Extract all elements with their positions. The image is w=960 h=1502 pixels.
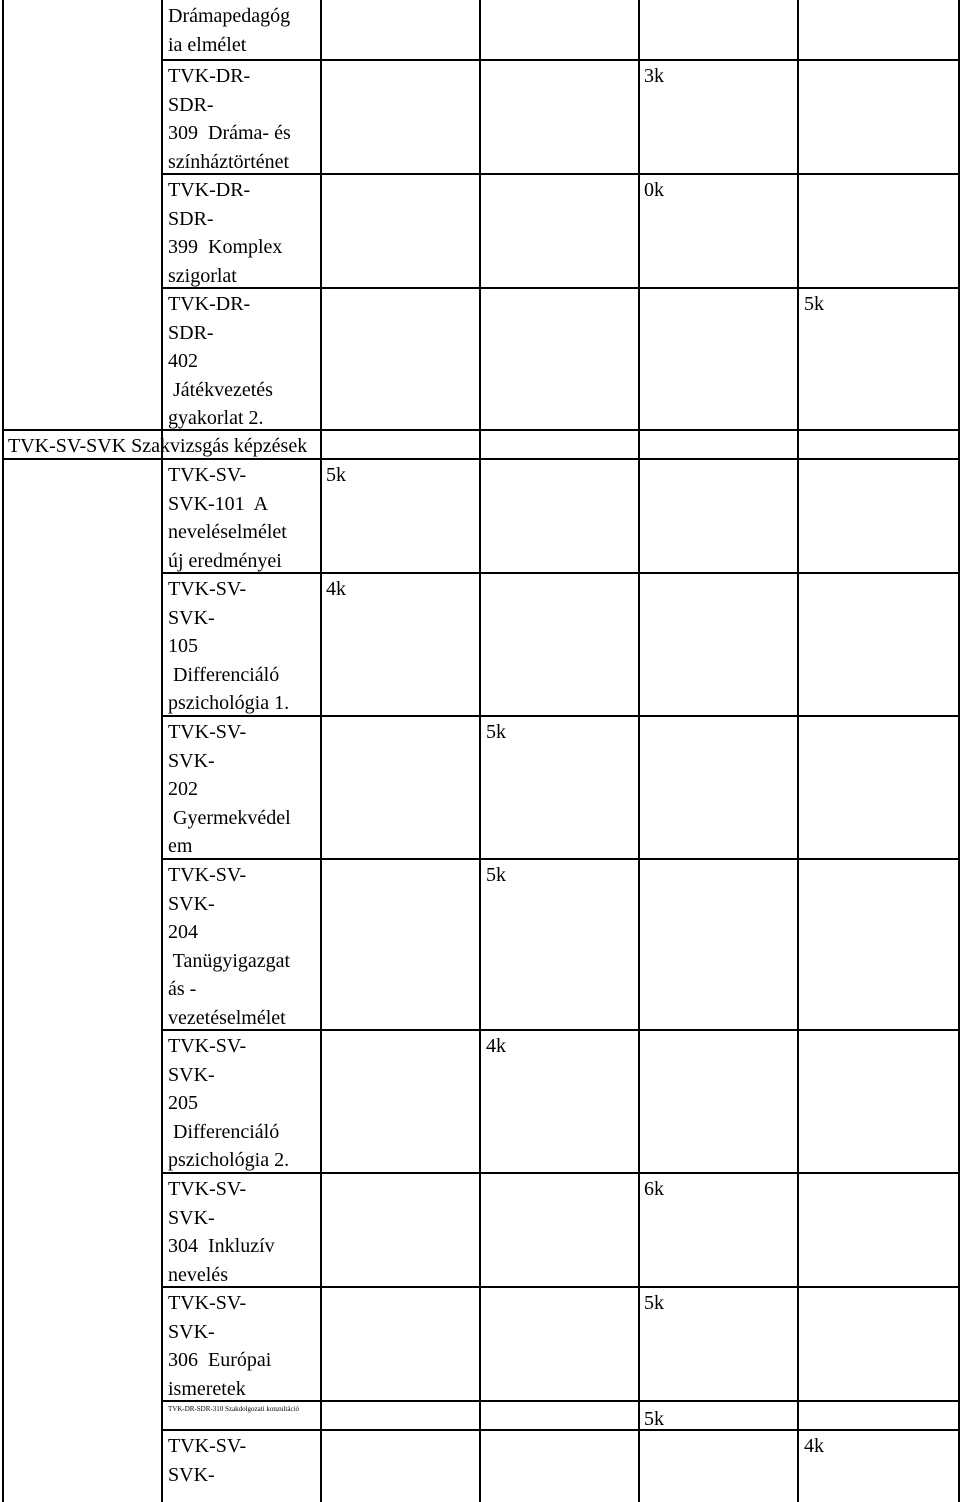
course-text-line: SVK-	[168, 1206, 215, 1229]
course-text-line: 304 Inkluzív	[168, 1235, 275, 1257]
course-text-line: TVK-SV-	[168, 464, 247, 486]
course-text-line: 309 Dráma- és	[168, 122, 291, 144]
course-text-line: SVK-	[168, 892, 215, 915]
credit-value: 5k	[486, 721, 506, 743]
credit-value: 5k	[486, 864, 506, 886]
course-text-line: SVK-	[168, 1063, 215, 1086]
course-text-line: ismeretek	[168, 1377, 246, 1400]
course-text-line: TVK-SV-	[168, 578, 247, 600]
row-rule	[161, 59, 960, 61]
course-text-line: új eredményei	[168, 549, 282, 572]
course-text-small: TVK-DR-SDR-310 Szakdolgozati konzultáció	[168, 1405, 300, 1413]
course-text-line: Drámapedagóg	[168, 5, 291, 27]
course-text-line: 399 Komplex	[168, 236, 283, 258]
credit-value: 3k	[644, 65, 664, 87]
course-text-line: SVK-	[168, 1463, 215, 1486]
course-text-line: Differenciáló	[168, 663, 280, 686]
course-text-line: szigorlat	[168, 264, 237, 287]
row-rule	[2, 429, 960, 431]
course-text-line: em	[168, 835, 193, 857]
course-text-line: Gyermekvédel	[168, 806, 291, 829]
course-text-line: SVK-101 A	[168, 492, 269, 515]
course-text-line: SVK-	[168, 1320, 215, 1343]
course-text-line: 306 Európai	[168, 1349, 272, 1371]
course-text-line: TVK-DR-	[168, 179, 251, 201]
credit-value: 4k	[326, 578, 346, 600]
course-text-line: SDR-	[168, 321, 214, 344]
course-text-line: TVK-DR-	[168, 65, 251, 87]
course-text-line: 205	[168, 1092, 198, 1114]
course-text-line: pszichológia 1.	[168, 692, 290, 714]
course-text-line: SVK-	[168, 606, 215, 629]
row-rule	[161, 1429, 960, 1431]
course-text-line: 204	[168, 921, 198, 943]
course-text-line: színháztörténet	[168, 150, 290, 173]
credit-value: 6k	[644, 1178, 664, 1200]
row-rule	[161, 858, 960, 860]
course-text-line: 402	[168, 350, 198, 372]
credit-value: 4k	[486, 1035, 506, 1057]
column-rule	[638, 0, 640, 1502]
course-text-line: TVK-SV-	[168, 1035, 247, 1057]
column-rule	[479, 0, 481, 1502]
course-text-line: ia elmélet	[168, 33, 247, 56]
row-rule	[161, 1400, 960, 1402]
credit-value: 5k	[644, 1292, 664, 1314]
column-rule	[320, 0, 322, 1502]
credit-value: 5k	[326, 464, 346, 486]
credit-value: 5k	[804, 293, 824, 315]
credit-value: 5k	[644, 1408, 664, 1430]
row-rule	[161, 287, 960, 289]
course-text-line: gyakorlat 2.	[168, 407, 264, 429]
course-text-line: SDR-	[168, 207, 214, 230]
section-heading: TVK-SV-SVK Szakvizsgás képzések	[8, 435, 308, 457]
column-rule	[161, 0, 163, 1502]
course-text-line: neveléselmélet	[168, 521, 287, 543]
course-text-line: Tanügyigazgat	[168, 949, 291, 972]
course-text-line: SDR-	[168, 93, 214, 116]
course-text-line: TVK-DR-	[168, 293, 251, 315]
course-text-line: vezetéselmélet	[168, 1006, 286, 1029]
column-rule	[2, 0, 4, 1502]
course-text-line: TVK-SV-	[168, 864, 247, 886]
course-text-line: 105	[168, 635, 198, 657]
course-text-line: 202	[168, 778, 198, 800]
course-text-line: TVK-SV-	[168, 1435, 247, 1457]
row-rule	[161, 1286, 960, 1288]
credit-value: 0k	[644, 179, 664, 201]
course-text-line: TVK-SV-	[168, 1292, 247, 1314]
column-rule	[797, 0, 799, 1502]
course-text-line: TVK-SV-	[168, 1178, 247, 1200]
credit-value: 4k	[804, 1435, 824, 1457]
course-text-line: ás -	[168, 978, 197, 1000]
course-text-line: pszichológia 2.	[168, 1149, 290, 1171]
course-text-line: SVK-	[168, 749, 215, 772]
course-text-line: Játékvezetés	[168, 378, 273, 401]
course-text-line: Differenciáló	[168, 1120, 280, 1143]
course-text-line: TVK-SV-	[168, 721, 247, 743]
course-text-line: nevelés	[168, 1263, 228, 1286]
